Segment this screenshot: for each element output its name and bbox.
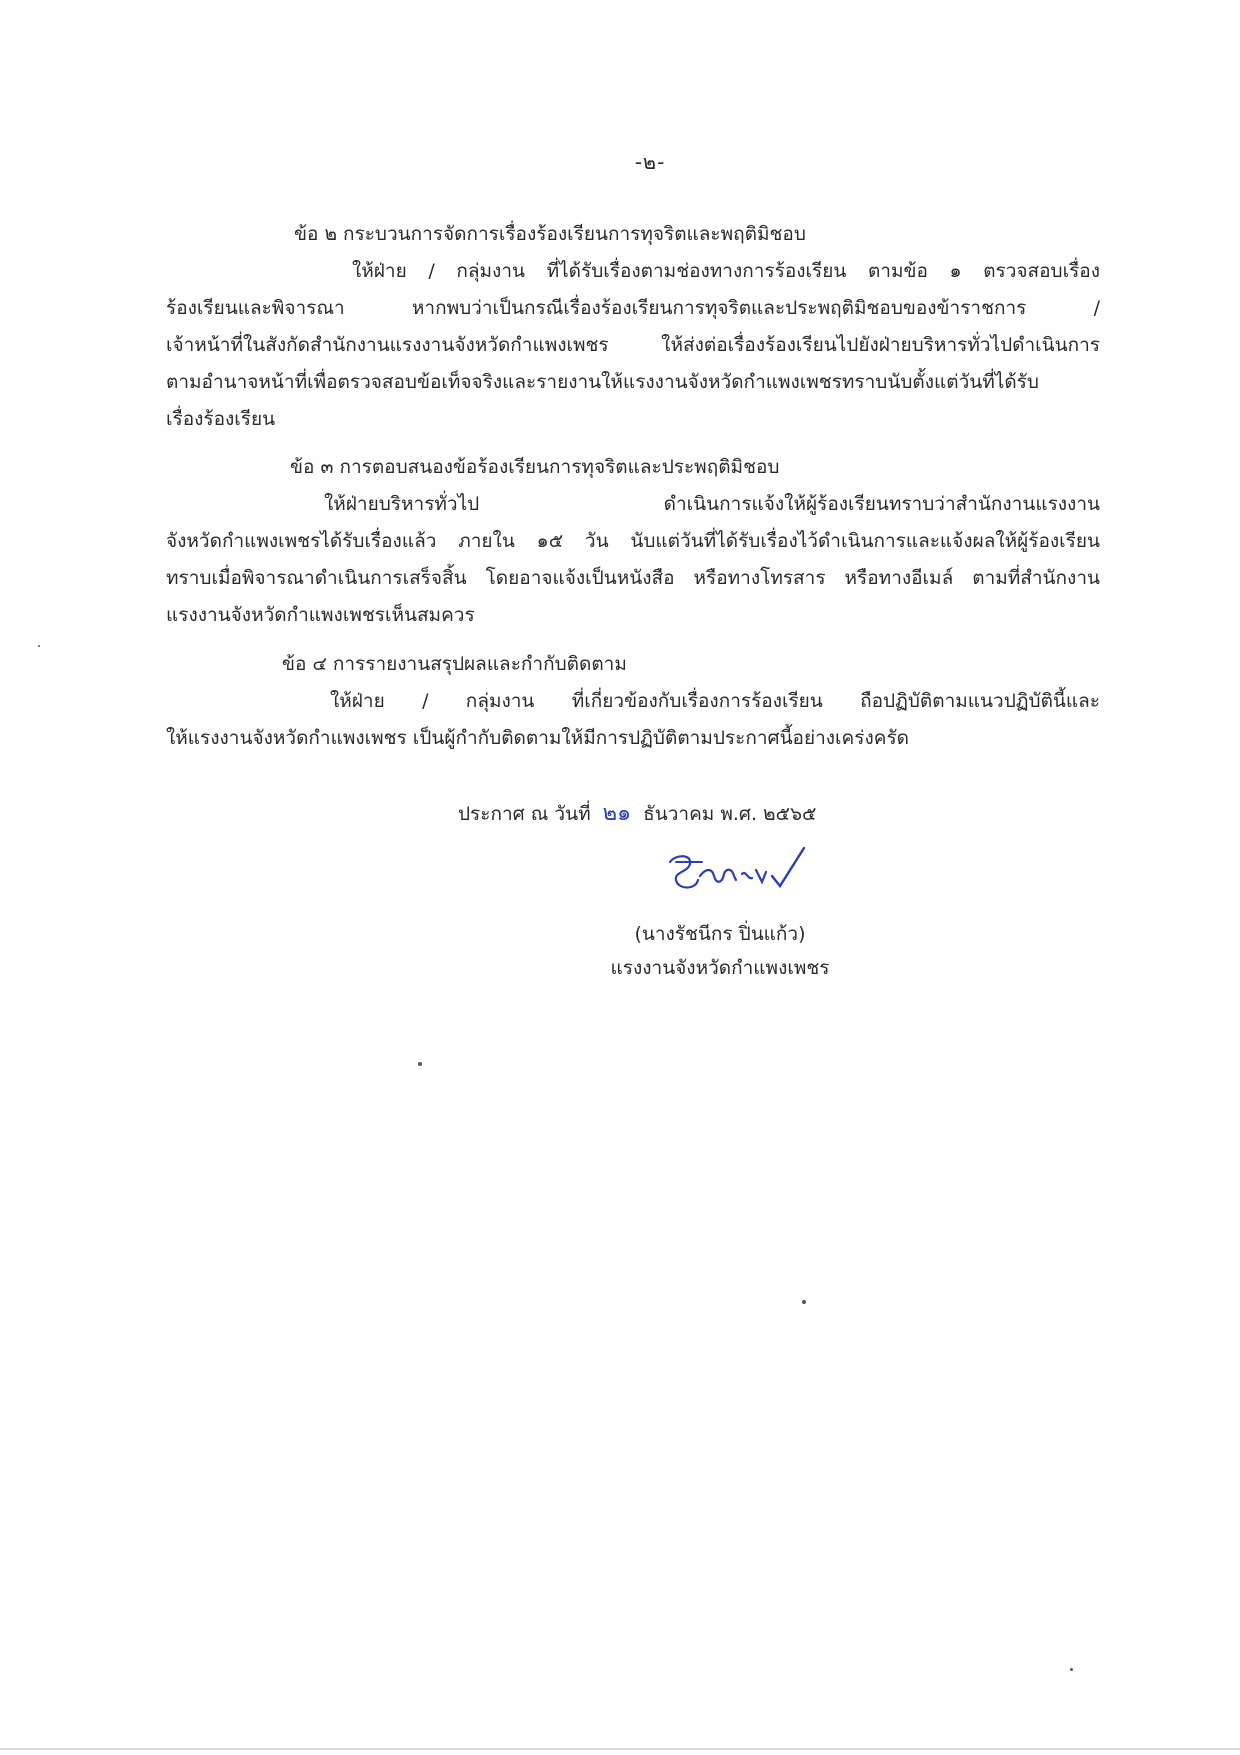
- section-2-line-3: เจ้าหน้าที่ในสังกัดสำนักงานแรงงานจังหวัดกำแพงเพชร ให้ส่งต่อเรื่องร้องเรียนไปยังฝ่ายบริหารทั่วไปดำเนินการ: [166, 334, 1100, 356]
- section-3-line-1: ให้ฝ่ายบริหารทั่วไป ดำเนินการแจ้งให้ผู้ร้องเรียนทราบว่าสำนักงานแรงงาน: [324, 493, 1100, 515]
- section-4-line-1: ให้ฝ่าย / กลุ่มงาน ที่เกี่ยวข้องกับเรื่องการร้องเรียน ถือปฏิบัติตามแนวปฏิบัตินี้และ: [330, 690, 1100, 712]
- scan-speck: [418, 1062, 422, 1066]
- scan-speck: [1070, 1668, 1073, 1671]
- section-3-line-3: ทราบเมื่อพิจารณาดำเนินการเสร็จสิ้น โดยอาจแจ้งเป็นหนังสือ หรือทางโทรสาร หรือทางอีเมล์ ตามที่สำนักงาน: [166, 567, 1100, 589]
- scan-speck: [802, 1300, 806, 1304]
- scan-bottom-edge: [0, 1748, 1240, 1750]
- announcement-date: [458, 795, 816, 830]
- announcement-suffix: ธันวาคม พ.ศ. ๒๕๖๕: [643, 803, 817, 825]
- section-4-line-2: ให้แรงงานจังหวัดกำแพงเพชร เป็นผู้กำกับติดตามให้มีการปฏิบัติตามประกาศนี้อย่างเคร่งครัด: [166, 727, 909, 749]
- section-2-heading: ข้อ ๒ กระบวนการจัดการเรื่องร้องเรียนการทุจริตและพฤติมิชอบ: [294, 223, 806, 245]
- page-number: -๒-: [634, 150, 666, 174]
- announcement-prefix: ประกาศ ณ วันที่: [458, 803, 591, 825]
- section-3-line-2: จังหวัดกำแพงเพชรได้รับเรื่องแล้ว ภายใน ๑๕ วัน นับแต่วันที่ได้รับเรื่องไว้ดำเนินการและแจ้งผลให้ผู้ร้องเรียน: [166, 530, 1100, 552]
- section-2-line-5: เรื่องร้องเรียน: [166, 408, 276, 430]
- section-4-heading: ข้อ ๔ การรายงานสรุปผลและกำกับติดตาม: [282, 653, 627, 675]
- section-3-heading: ข้อ ๓ การตอบสนองข้อร้องเรียนการทุจริตและประพฤติมิชอบ: [290, 456, 780, 478]
- scan-speck: [38, 645, 40, 647]
- announcement-day-handwritten: ๒๑: [602, 801, 632, 826]
- signer-name: (นางรัชนีกร ปิ่นแก้ว): [634, 923, 806, 945]
- section-2-line-2: ร้องเรียนและพิจารณา หากพบว่าเป็นกรณีเรื่องร้องเรียนการทุจริตและประพฤติมิชอบของข้าราชการ /: [166, 297, 1100, 319]
- section-2-line-4: ตามอำนาจหน้าที่เพื่อตรวจสอบข้อเท็จจริงและรายงานให้แรงงานจังหวัดกำแพงเพชรทราบนับตั้งแต่วันที่ได้รับ: [166, 371, 1039, 393]
- section-2-line-1: ให้ฝ่าย / กลุ่มงาน ที่ได้รับเรื่องตามช่องทางการร้องเรียน ตามข้อ ๑ ตรวจสอบเรื่อง: [352, 260, 1100, 282]
- section-3-line-4: แรงงานจังหวัดกำแพงเพชรเห็นสมควร: [166, 604, 475, 626]
- handwritten-signature: [662, 840, 812, 900]
- signer-title: แรงงานจังหวัดกำแพงเพชร: [610, 957, 830, 979]
